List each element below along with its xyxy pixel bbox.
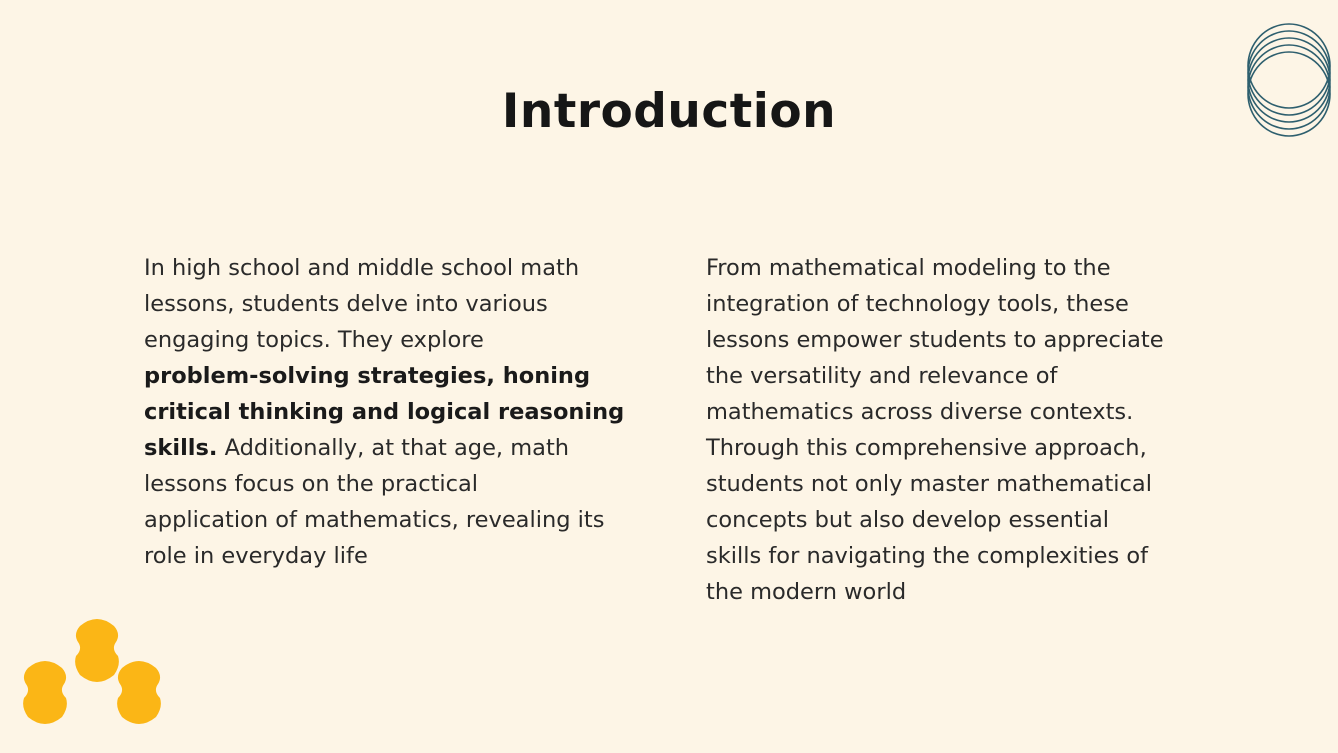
paragraph-line: In high school and middle school math <box>144 255 580 281</box>
yellow-blobs-decoration-icon <box>20 618 170 730</box>
paragraph-line: skills for navigating the complexities of <box>706 543 1149 569</box>
paragraph-line: integration of technology tools, these <box>706 291 1129 317</box>
paragraph-line: application of mathematics, revealing its <box>144 507 605 533</box>
slide-title: Introduction <box>501 84 837 139</box>
paragraph-line: lessons empower students to appreciate <box>706 327 1164 353</box>
paragraph-line: students not only master mathematical <box>706 471 1152 497</box>
inline-text: Additionally, at that age, math <box>217 435 570 461</box>
right-paragraph <box>706 250 1206 610</box>
bold-paragraph-line: problem-solving strategies, honing <box>144 363 591 389</box>
paragraph-line: lessons focus on the practical <box>144 471 479 497</box>
paragraph-line: role in everyday life <box>144 543 368 569</box>
paragraph-line: From mathematical modeling to the <box>706 255 1111 281</box>
paragraph-line: mathematics across diverse contexts. <box>706 399 1134 425</box>
mixed-paragraph-line <box>144 430 644 466</box>
bold-inline-text: skills. <box>144 435 218 461</box>
concentric-rings-decoration-icon <box>1244 20 1334 138</box>
paragraph-line: the modern world <box>706 579 907 605</box>
rings-group <box>1248 24 1330 136</box>
paragraph-line: Through this comprehensive approach, <box>706 435 1147 461</box>
paragraph-line: concepts but also develop essential <box>706 507 1110 533</box>
paragraph-line: engaging topics. They explore <box>144 327 484 353</box>
blobs-group <box>23 619 161 724</box>
paragraph-line: lessons, students delve into various <box>144 291 548 317</box>
bold-paragraph-line: critical thinking and logical reasoning <box>144 399 625 425</box>
paragraph-line: the versatility and relevance of <box>706 363 1058 389</box>
left-paragraph <box>144 250 644 574</box>
